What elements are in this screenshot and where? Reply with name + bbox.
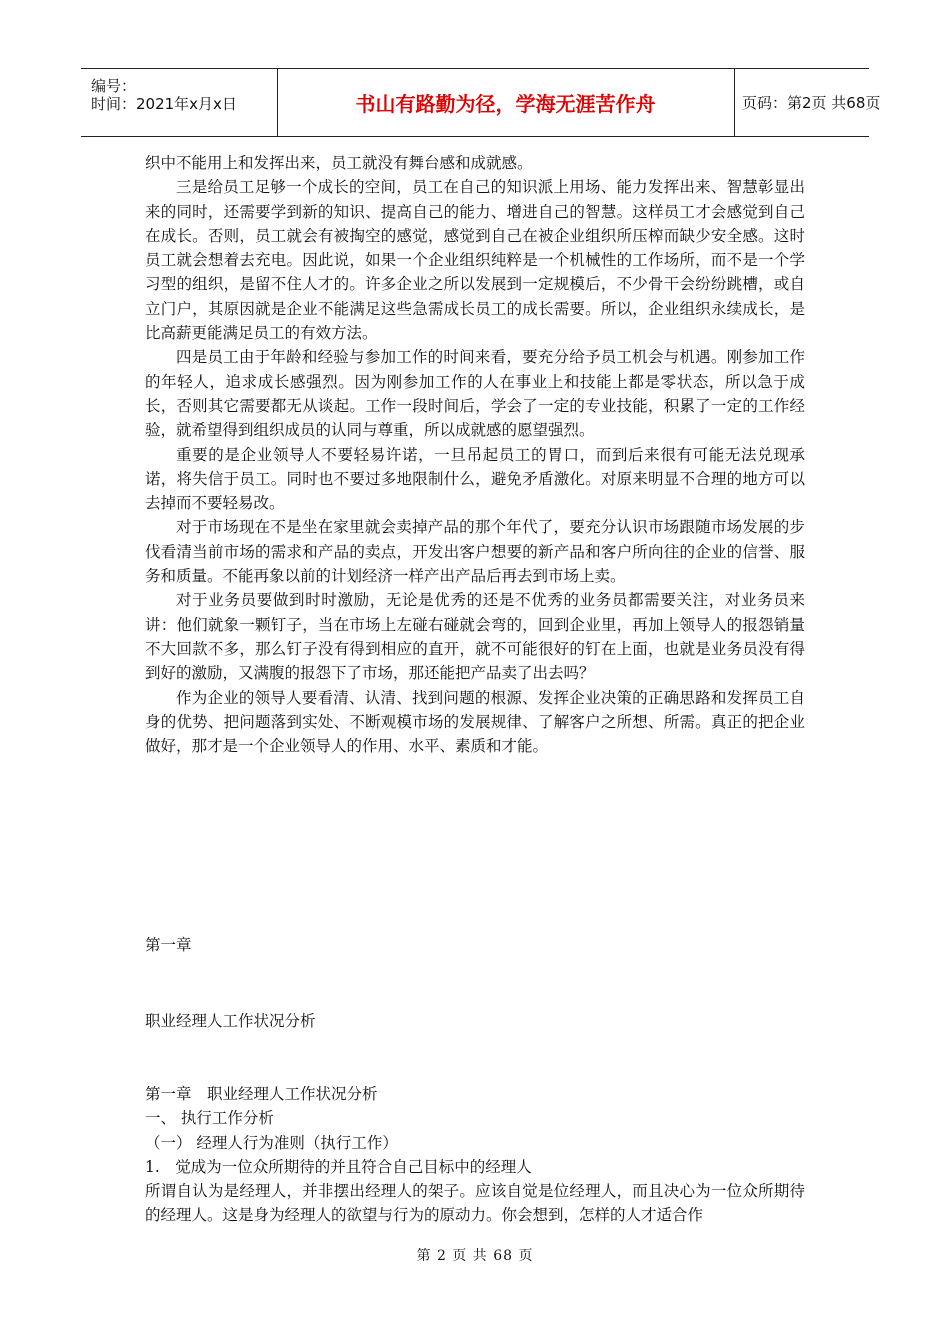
page-footer: 第 2 页 共 68 页 — [416, 1248, 534, 1264]
chapter-title: 职业经理人工作状况分析 — [145, 1012, 316, 1030]
page-header — [81, 68, 881, 137]
section-item: 1. 觉成为一位众所期待的并且符合自己目标中的经理人 — [145, 1157, 532, 1176]
paragraph: 作为企业的领导人要看清、认清、找到问题的根源、发挥企业决策的正确思路和发挥员工自身的优势、把问题落到实处、不断观模市场的发展规律、了解客户之所想、所需。真正的把企业做好，那才是一个企业领导人的作用、水平、素质和才能。 — [145, 688, 805, 756]
section-item: 一、 执行工作分析 — [145, 1109, 274, 1128]
header-motto: 书山有路勤为径，学海无涯苦作舟 — [277, 69, 735, 136]
paragraph: 对于市场现在不是坐在家里就会卖掉产品的那个年代了，要充分认识市场跟随市场发展的步伐看清当前市场的需求和产品的卖点，开发出客户想要的新产品和客户所向往的企业的信誉、服务和质量。不能再象以前的计划经济一样产出产品后再去到市场上卖。 — [145, 518, 805, 586]
paragraph: 重要的是企业领导人不要轻易许诺，一旦吊起员工的胃口，而到后来很有可能无法兑现承诺，将失信于员工。同时也不要过多地限制什么，避免矛盾激化。对原来明显不合理的地方可以去掉而不要轻易改。 — [145, 445, 805, 513]
paragraph: 对于业务员要做到时时激励，无论是优秀的还是不优秀的业务员都需要关注，对业务员来讲：他们就象一颗钉子，当在市场上左碰右碰就会弯的，回到企业里，再加上领导人的报怨销量不大回款不多，那么钉子没有得到相应的直开，就不可能很好的钉在上面，也就是业务员没有得到好的激励，又满腹的报怨下了市场，那还能把产品卖了出去吗？ — [145, 591, 805, 683]
body-text — [145, 151, 805, 758]
section-item: （一） 经理人行为准则（执行工作） — [145, 1133, 398, 1152]
section-heading: 第一章 职业经理人工作状况分析 — [145, 1085, 378, 1103]
section-paragraph: 所谓自认为是经理人，并非摆出经理人的架子。应该自觉是位经理人，而且决心为一位众所期待的经理人。这是身为经理人的欲望与行为的原动力。你会想到，怎样的人才适合作 — [145, 1182, 805, 1225]
date-label: 时间：2021年x月x日 — [91, 95, 237, 113]
chapter-label: 第一章 — [145, 936, 192, 954]
header-page-info: 页码：第2页 共68页 — [742, 94, 881, 112]
number-label: 编号： — [91, 77, 137, 95]
section-block — [145, 1082, 805, 1228]
paragraph: 四是员工由于年龄和经验与参加工作的时间来看，要充分给予员工机会与机遇。刚参加工作的年轻人，追求成长感强烈。因为刚参加工作的人在事业上和技能上都是零状态，所以急于成长，否则其它需要都无从谈起。工作一段时间后，学会了一定的专业技能，积累了一定的工作经验，就希望得到组织成员的认同与尊重，所以成就感的愿望强烈。 — [145, 348, 805, 440]
paragraph: 三是给员工足够一个成长的空间，员工在自己的知识派上用场、能力发挥出来、智慧彰显出来的同时，还需要学到新的知识、提高自己的能力、增进自己的智慧。这样员工才会感觉到自己在成长。否则，员工就会有被掏空的感觉，感觉到自己在被企业组织所压榨而缺少安全感。这时员工就会想着去充电。因此说，如果一个企业组织纯粹是一个机械性的工作场所，而不是一个学习型的组织，是留不住人才的。许多企业之所以发展到一定规模后，不少骨干会纷纷跳槽，或自立门户，其原因就是企业不能满足这些急需成长员工的成长需要。所以，企业组织永续成长，是比高薪更能满足员工的有效方法。 — [145, 178, 805, 343]
header-meta-cell — [81, 69, 278, 136]
paragraph: 织中不能用上和发挥出来，员工就没有舞台感和成就感。 — [145, 154, 533, 172]
